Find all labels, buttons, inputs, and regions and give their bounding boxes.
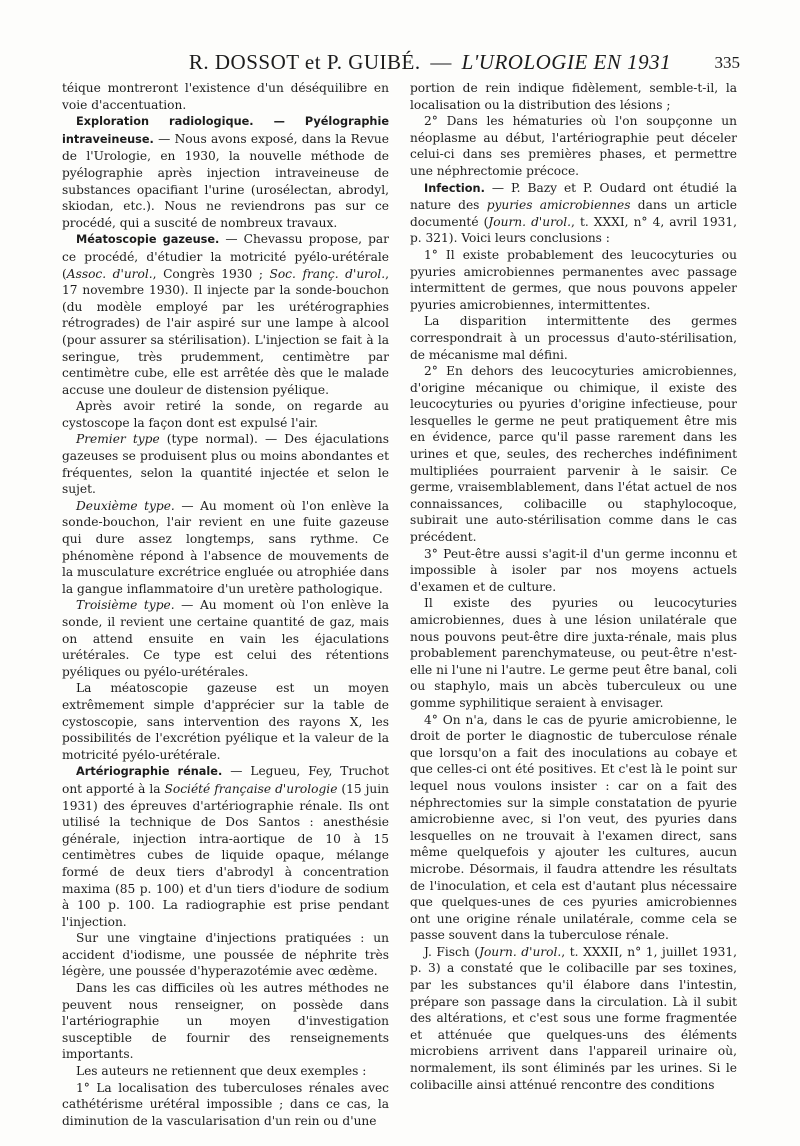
section-heading: Artériographie rénale.: [76, 765, 223, 779]
paragraph: 4° On n'a, dans le cas de pyurie amicrobienne, le droit de porter le diagnostic de tuberculose rénale que lorsqu'on a fait des inoculations au cobaye et que celles-ci ont été positives. Et c'est là le point sur lequel nous voulons insister : car on a fait des néphrectomies sur la simple constatation de pyurie amicrobienne avec, si l'on veut, des pyuries dans lesquelles on ne trouvait à l'examen direct, sans même quelquefois y ajouter les cultures, aucun microbe. Désormais, il faudra attendre les résultats de l'inoculation, et cela est d'autant plus nécessaire que quelques-unes de ces pyuries amicrobiennes ont une origine rénale unilatérale, comme cela se passe souvent dans la tuberculose rénale.: [410, 712, 737, 943]
citation: Assoc. d'urol.: [66, 266, 153, 281]
paragraph: J. Fisch (Journ. d'urol., t. XXXII, n° 1, juillet 1931, p. 3) a constaté que le colibacille par ses toxines, par les substances qu'il élabore dans l'intestin, prépare son passage dans la circulation. Là il subit des altérations, et c'est sous une forme fragmentée et atténuée que quelques-uns des éléments microbiens arrivent dans l'appareil urinaire où, normalement, ils sont éliminés par les urines. Si le colibacille ainsi atténué rencontre des conditions: [410, 944, 737, 1092]
right-column: [410, 80, 737, 1130]
paragraph: téique montreront l'existence d'un déséquilibre en voie d'accentuation.: [62, 81, 389, 112]
header-title: L'UROLOGIE EN 1931: [461, 50, 672, 74]
paragraph: Il existe des pyuries ou leucocyturies amicrobiennes, dues à une lésion unilatérale que nous pouvons peut-être dire juxta-rénale, mais plus probablement parenchymateuse, ou peut-être n'est-elle ni l'une ni l'autre. Le germe peut être banal, coli ou staphylo, mais un abcès tuberculeux ou une gomme syphilitique seraient à envisager.: [410, 596, 737, 710]
paragraph: La méatoscopie gazeuse est un moyen extrêmement simple d'apprécier sur la table de cystoscopie, sans intervention des rayons X, les possibilités de l'excrétion pyélique et la valeur de la motricité pyélo-urétérale.: [62, 681, 389, 762]
paragraph: Exploration radiologique. — Pyélographie intraveineuse. — Nous avons exposé, dans la Revue de l'Urologie, en 1930, la nouvelle méthode de pyélographie après injection intraveineuse de substances opacifiant l'urine (urosélectan, abrodyl, skiodan, etc.). Nous ne reviendrons pas sur ce procédé, qui a suscité de nombreux travaux.: [62, 115, 389, 230]
paragraph: Sur une vingtaine d'injections pratiquées : un accident d'iodisme, une poussée de néphrite très légère, une poussée d'hyperazotémie avec œdème.: [62, 931, 389, 979]
page-header: [60, 44, 740, 78]
type-label: Troisième type.: [76, 598, 175, 613]
left-column: [62, 80, 389, 1130]
paragraph: 1° Il existe probablement des leucocyturies ou pyuries amicrobiennes permanentes avec passage intermittent de germes, que nous pouvons appeler pyuries amicrobiennes, intermittentes.: [410, 247, 737, 312]
paragraph: Troisième type. — Au moment où l'on enlève la sonde, il revient une certaine quantité de gaz, mais on attend ensuite en vain les éjaculations urétérales. Ce type est celui des rétentions pyéliques ou pyélo-urétérales.: [62, 598, 389, 679]
paragraph: Après avoir retiré la sonde, on regarde au cystoscope la façon dont est expulsé l'air.: [62, 399, 389, 430]
paragraph: 1° La localisation des tuberculoses rénales avec cathétérisme urétéral impossible ; dans ce cas, la diminution de la vascularisation d'un rein ou d'une: [62, 1080, 389, 1128]
running-head: [170, 50, 690, 75]
paragraph: La disparition intermittente des germes correspondrait à un processus d'auto-stérilisation, de mécanisme mal défini.: [410, 314, 737, 362]
citation: Soc. franç. d'urol.: [269, 266, 386, 281]
paragraph: Dans les cas difficiles où les autres méthodes ne peuvent nous renseigner, on possède dans l'artériographie un moyen d'investigation susceptible de fournir des renseignements importants.: [62, 981, 389, 1062]
paragraph: Deuxième type. — Au moment où l'on enlève la sonde-bouchon, l'air revient en une fuite gazeuse qui dure assez longtemps, sans rythme. Ce phénomène répond à l'absence de mouvements de la musculature excrétrice engluée ou atrophiée dans la gangue inflammatoire d'un uretère pathologique.: [62, 498, 389, 596]
paragraph: 2° En dehors des leucocyturies amicrobiennes, d'origine mécanique ou chimique, il existe des leucocyturies ou pyuries d'origine infectieuse, pour lesquelles le germe ne peut pratiquement être mis en évidence, parce qu'il passe rarement dans les urines et que, seules, des recherches indéfiniment multipliées pourraient parvenir à le saisir. Ce germe, vraisemblablement, dans l'état actuel de nos connaissances, colibacille ou staphylocoque, subirait une auto-stérilisation comme dans le cas précédent.: [410, 364, 737, 545]
section-heading: Infection.: [424, 181, 485, 195]
citation: Journ. d'urol.: [488, 214, 572, 229]
paragraph: Artériographie rénale. — Legueu, Fey, Truchot ont apporté à la Société française d'urologie (15 juin 1931) des épreuves d'artériographie rénale. Ils ont utilisé la technique de Dos Santos : anesthésie générale, injection intra-aortique de 10 à 15 centimètres cubes de liquide opaque, mélange formé de deux tiers d'abrodyl à concentration maxima (85 p. 100) et d'un tiers d'iodure de sodium à 100 p. 100. La radiographie est prise pendant l'injection.: [62, 764, 389, 929]
type-label: Premier type: [76, 432, 160, 447]
page-number: 335: [714, 53, 740, 72]
paragraph: portion de rein indique fidèlement, semble-t-il, la localisation ou la distribution des lésions ;: [410, 81, 737, 112]
paragraph: Premier type (type normal). — Des éjaculations gazeuses se produisent plus ou moins abondantes et fréquentes, selon la quantité injectée et selon le sujet.: [62, 432, 389, 497]
citation: Société française d'urologie: [164, 781, 338, 796]
paragraph: 3° Peut-être aussi s'agit-il d'un germe inconnu et impossible à isoler par nos moyens actuels d'examen et de culture.: [410, 546, 737, 594]
section-heading: Exploration radiologique. — Pyélographie intraveineuse.: [62, 115, 389, 146]
term: pyuries amicrobiennes: [486, 198, 631, 213]
citation: Journ. d'urol.: [479, 944, 562, 959]
paragraph: 2° Dans les hématuries où l'on soupçonne un néoplasme au début, l'artériographie peut déceler celui-ci dans ses premières phases, et permettre une néphrectomie précoce.: [410, 114, 737, 178]
paragraph: Infection. — P. Bazy et P. Oudard ont étudié la nature des pyuries amicrobiennes dans un article documenté (Journ. d'urol., t. XXXI, n° 4, avril 1931, p. 321). Voici leurs conclusions :: [410, 180, 737, 246]
section-heading: Méatoscopie gazeuse.: [76, 233, 220, 247]
header-separator: —: [430, 50, 452, 74]
header-authors: R. DOSSOT et P. GUIBÉ.: [188, 50, 421, 74]
paragraph: Les auteurs ne retiennent que deux exemples :: [76, 1064, 367, 1079]
paragraph: Méatoscopie gazeuse. — Chevassu propose, par ce procédé, d'étudier la motricité pyélo-urétérale (Assoc. d'urol., Congrès 1930 ; Soc. franç. d'urol., 17 novembre 1930). Il injecte par la sonde-bouchon (du modèle employé par les urétérographies rétrogrades) de l'air aspiré sur une lampe à alcool (pour assurer sa stérilisation). L'injection se fait à la seringue, très prudemment, centimètre par centimètre cube, elle est arrêtée dès que le malade accuse une douleur de distension pyélique.: [62, 232, 389, 397]
type-label: Deuxième type.: [76, 498, 175, 513]
